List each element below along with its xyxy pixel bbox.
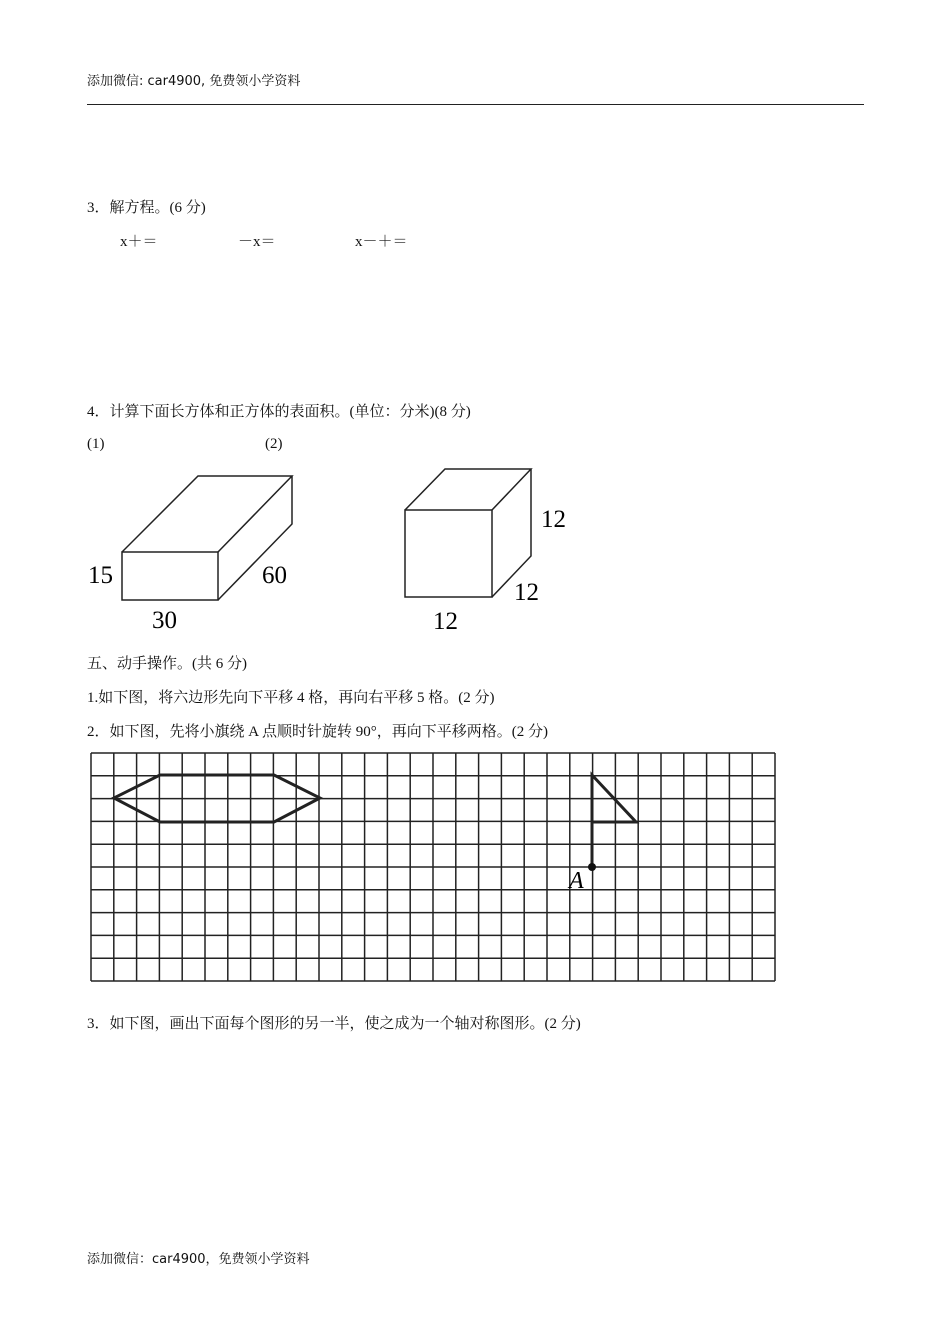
page-header: 添加微信: car4900, 免费领小学资料	[87, 74, 301, 89]
header-divider	[87, 104, 864, 105]
cuboid-depth-label: 60	[262, 562, 287, 589]
point-a-label: A	[569, 868, 584, 894]
grid-figure	[88, 750, 778, 986]
cuboid-height-label: 15	[88, 562, 113, 589]
solids-figure	[0, 460, 620, 640]
point-a	[588, 863, 596, 871]
cuboid-width-label: 30	[152, 607, 177, 634]
q4-title: 4．计算下面长方体和正方体的表面积。(单位：分米)(8 分)	[87, 404, 471, 420]
grid-lines	[91, 753, 775, 981]
q4-label-2: (2)	[265, 436, 283, 452]
cube-height-label: 12	[541, 506, 566, 533]
cube-width-label: 12	[433, 608, 458, 635]
section5-title: 五、动手操作。(共 6 分)	[87, 656, 247, 672]
q4-label-1: (1)	[87, 436, 105, 452]
flag-shape	[592, 775, 636, 867]
q3-title: 3．解方程。(6 分)	[87, 200, 206, 216]
equation-3: x－＋＝	[355, 234, 408, 250]
equation-1: x＋＝	[120, 234, 158, 250]
equation-2: －x＝	[238, 234, 276, 250]
section5-q3: 3．如下图，画出下面每个图形的另一半，使之成为一个轴对称图形。(2 分)	[87, 1016, 581, 1032]
cube-depth-label: 12	[514, 579, 539, 606]
section5-q2: 2．如下图，先将小旗绕 A 点顺时针旋转 90°，再向下平移两格。(2 分)	[87, 724, 548, 740]
cube-drawing	[405, 469, 531, 597]
page-footer: 添加微信：car4900，免费领小学资料	[87, 1252, 310, 1267]
section5-q1: 1.如下图，将六边形先向下平移 4 格，再向右平移 5 格。(2 分)	[87, 690, 495, 706]
